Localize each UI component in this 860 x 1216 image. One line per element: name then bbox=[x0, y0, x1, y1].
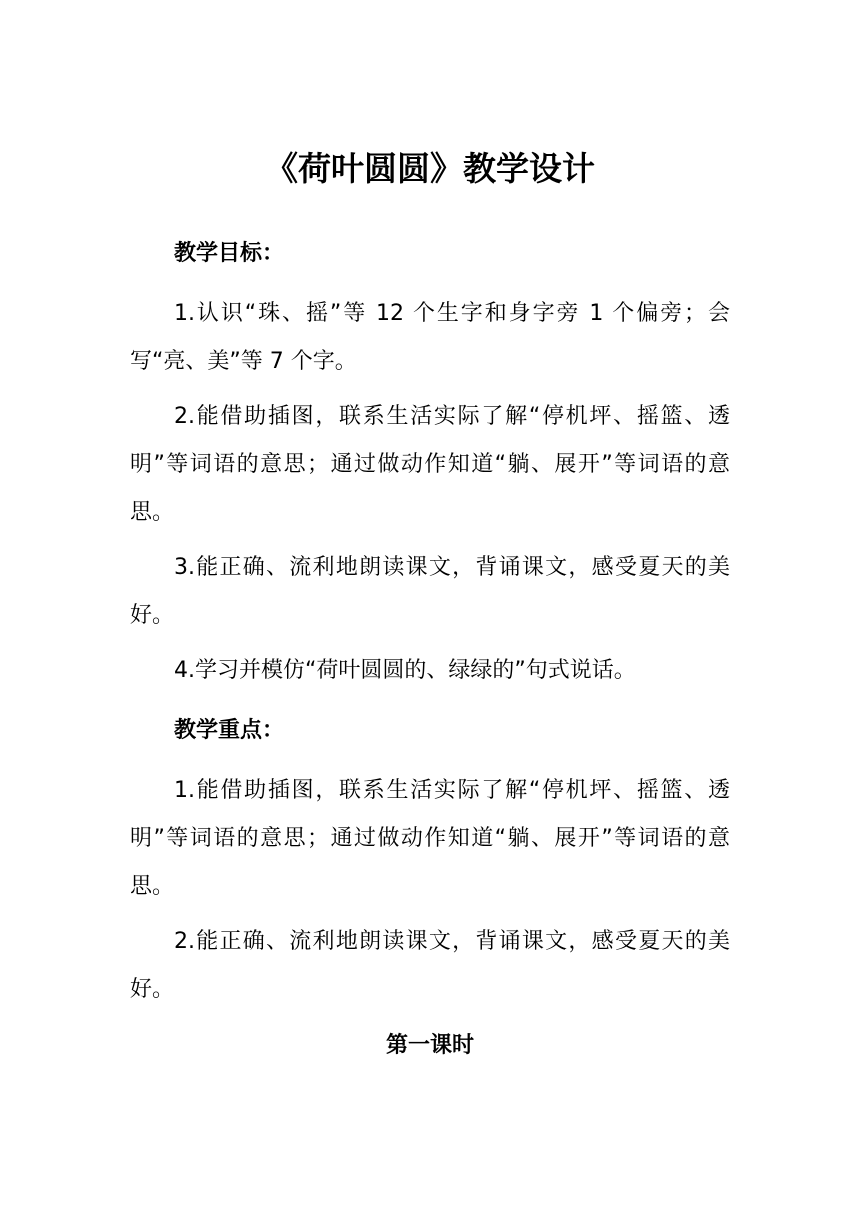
objective-item-3: 3.能正确、流利地朗读课文，背诵课文，感受夏天的美好。 bbox=[130, 555, 730, 628]
objective-item-1: 1.认识“珠、摇”等 12 个生字和身字旁 1 个偏旁；会写“亮、美”等 7 个字。 bbox=[130, 301, 730, 374]
objective-item-4: 4.学习并模仿“荷叶圆圆的、绿绿的”句式说话。 bbox=[174, 658, 636, 683]
key-point-item-1: 1.能借助插图，联系生活实际了解“停机坪、摇篮、透明”等词语的意思；通过做动作知道“躺、展开”等词语的意思。 bbox=[130, 778, 730, 899]
objectives-heading: 教学目标： bbox=[174, 241, 285, 266]
document-title: 《荷叶圆圆》教学设计 bbox=[265, 149, 595, 188]
key-point-item-2: 2.能正确、流利地朗读课文，背诵课文，感受夏天的美好。 bbox=[130, 929, 730, 1002]
lesson-heading: 第一课时 bbox=[385, 1033, 474, 1058]
key-points-heading: 教学重点： bbox=[174, 718, 285, 743]
objective-item-2: 2.能借助插图，联系生活实际了解“停机坪、摇篮、透明”等词语的意思；通过做动作知道“躺、展开”等词语的意思。 bbox=[130, 404, 730, 525]
